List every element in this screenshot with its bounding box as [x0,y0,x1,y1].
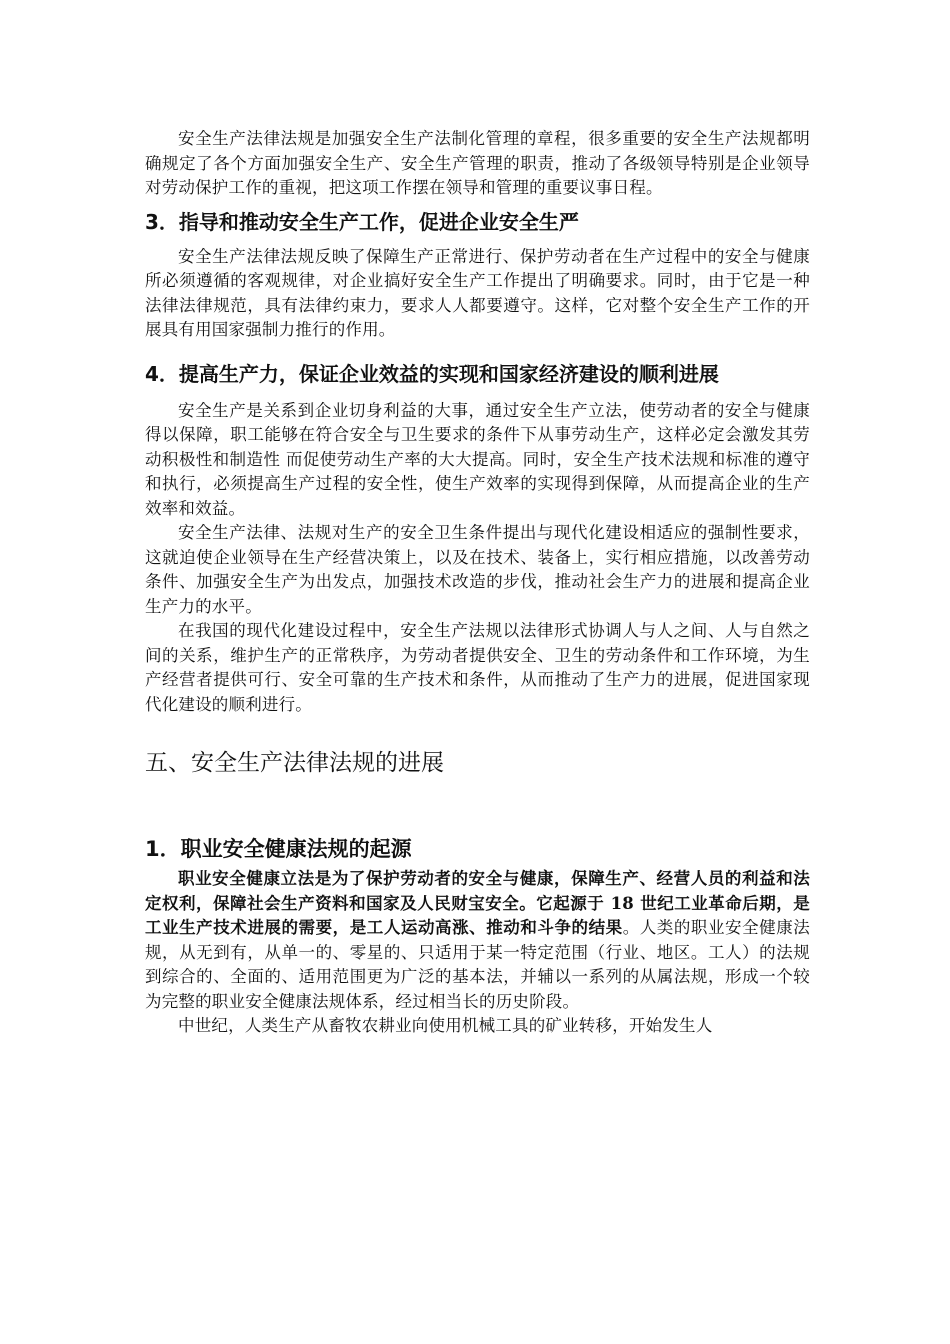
paragraph-intro: 安全生产法律法规是加强安全生产法制化管理的章程，很多重要的安全生产法规都明确规定了各个方面加强安全生产、安全生产管理的职责，推动了各级领导特别是企业领导对劳动保护工作的重视，把这项工作摆在领导和管理的重要议事日程。 [145,129,810,197]
paragraph-origin [145,867,810,1014]
section-heading-development: 五、安全生产法律法规的进展 [145,750,444,776]
paragraph-middle-ages: 中世纪，人类生产从畜牧农耕业向使用机械工具的矿业转移，开始发生人 [178,1016,713,1035]
heading-3-guide-promote: 3．指导和推动安全生产工作，促进企业安全生严 [145,209,579,234]
paragraph-mandatory-requirements: 安全生产法律、法规对生产的安全卫生条件提出与现代化建设相适应的强制性要求，这就迫使企业领导在生产经营决策上，以及在技术、装备上，实行相应措施，以改善劳动条件、加强安全生产为出发点，加强技术改造的步伐，推动社会生产力的进展和提高企业生产力的水平。 [145,523,810,616]
paragraph-origin-bold: 职业安全健康立法是为了保护劳动者的安全与健康，保障生产、经营人员的利益和法定权利，保障社会生产资料和国家及人民财宝安全。它起源于 18 世纪工业革命后期，是工业生产技术进展的需要，是工人运动高涨、推动和斗争的结果 [145,869,810,937]
heading-1-origin: 1．职业安全健康法规的起源 [145,837,412,861]
heading-4-productivity: 4．提高生产力，保证企业效益的实现和国家经济建设的顺利进展 [145,361,719,386]
paragraph-origin-rest: 。人类的职业安全健康法规，从无到有，从单一的、零星的、只适用于某一特定范围（行业、地区。工人）的法规到综合的、全面的、适用范围更为广泛的基本法，并辅以一系列的从属法规，形成一个较为完整的职业安全健康法规体系，经过相当长的历史阶段。 [145,918,810,1011]
paragraph-objective-law: 安全生产法律法规反映了保障生产正常进行、保护劳动者在生产过程中的安全与健康所必须遵循的客观规律，对企业搞好安全生产工作提出了明确要求。同时，由于它是一种法律法律规范，具有法律约束力，要求人人都要遵守。这样，它对整个安全生产工作的开展具有用国家强制力推行的作用。 [145,246,810,339]
paragraph-modernization: 在我国的现代化建设过程中，安全生产法规以法律形式协调人与人之间、人与自然之间的关系，维护生产的正常秩序，为劳动者提供安全、卫生的劳动条件和工作环境，为生产经营者提供可行、安全可靠的生产技术和条件，从而推动了生产力的进展，促进国家现代化建设的顺利进行。 [145,621,810,714]
paragraph-enterprise-benefit: 安全生产是关系到企业切身利益的大事，通过安全生产立法，使劳动者的安全与健康得以保障，职工能够在符合安全与卫生要求的条件下从事劳动生产，这样必定会激发其劳动积极性和制造性 而促使劳动生产率的大大提高。同时，安全生产技术法规和标准的遵守和执行，必须提高生产过程的安全性，使生产效率的实现得到保障，从而提高企业的生产效率和效益。 [145,400,810,518]
document-content [145,127,810,1039]
